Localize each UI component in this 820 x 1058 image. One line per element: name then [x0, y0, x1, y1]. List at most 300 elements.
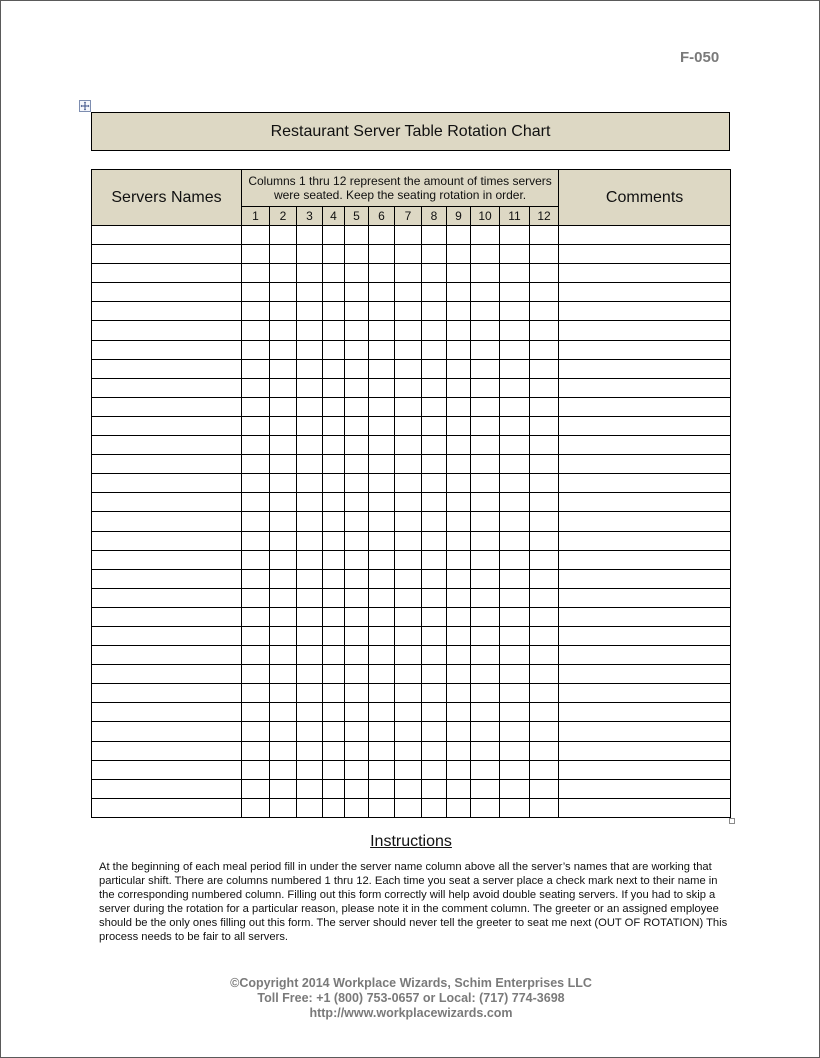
rotation-check-cell[interactable]: [422, 493, 447, 512]
rotation-check-cell[interactable]: [447, 703, 471, 722]
rotation-check-cell[interactable]: [369, 397, 395, 416]
rotation-check-cell[interactable]: [395, 703, 422, 722]
rotation-check-cell[interactable]: [447, 340, 471, 359]
rotation-check-cell[interactable]: [471, 684, 500, 703]
rotation-check-cell[interactable]: [500, 359, 530, 378]
rotation-check-cell[interactable]: [270, 436, 297, 455]
rotation-check-cell[interactable]: [422, 321, 447, 340]
rotation-check-cell[interactable]: [345, 321, 369, 340]
rotation-check-cell[interactable]: [297, 378, 323, 397]
rotation-check-cell[interactable]: [297, 626, 323, 645]
rotation-check-cell[interactable]: [471, 474, 500, 493]
rotation-check-cell[interactable]: [500, 340, 530, 359]
rotation-check-cell[interactable]: [395, 283, 422, 302]
rotation-check-cell[interactable]: [447, 512, 471, 531]
rotation-check-cell[interactable]: [297, 416, 323, 435]
rotation-check-cell[interactable]: [447, 283, 471, 302]
rotation-check-cell[interactable]: [297, 226, 323, 245]
rotation-check-cell[interactable]: [471, 741, 500, 760]
table-resize-handle[interactable]: [729, 818, 735, 824]
rotation-check-cell[interactable]: [530, 397, 559, 416]
rotation-check-cell[interactable]: [447, 722, 471, 741]
server-name-cell[interactable]: [92, 283, 242, 302]
rotation-check-cell[interactable]: [395, 741, 422, 760]
rotation-check-cell[interactable]: [471, 264, 500, 283]
rotation-check-cell[interactable]: [369, 474, 395, 493]
rotation-check-cell[interactable]: [447, 302, 471, 321]
rotation-check-cell[interactable]: [345, 512, 369, 531]
rotation-check-cell[interactable]: [369, 760, 395, 779]
rotation-check-cell[interactable]: [270, 741, 297, 760]
comment-cell[interactable]: [559, 474, 731, 493]
rotation-check-cell[interactable]: [369, 607, 395, 626]
rotation-check-cell[interactable]: [242, 531, 270, 550]
comment-cell[interactable]: [559, 550, 731, 569]
rotation-check-cell[interactable]: [395, 779, 422, 798]
rotation-check-cell[interactable]: [297, 340, 323, 359]
rotation-check-cell[interactable]: [530, 226, 559, 245]
rotation-check-cell[interactable]: [345, 455, 369, 474]
comment-cell[interactable]: [559, 684, 731, 703]
server-name-cell[interactable]: [92, 474, 242, 493]
rotation-check-cell[interactable]: [471, 703, 500, 722]
rotation-check-cell[interactable]: [369, 283, 395, 302]
rotation-check-cell[interactable]: [297, 531, 323, 550]
rotation-check-cell[interactable]: [323, 722, 345, 741]
rotation-check-cell[interactable]: [323, 321, 345, 340]
rotation-check-cell[interactable]: [471, 665, 500, 684]
rotation-check-cell[interactable]: [270, 302, 297, 321]
rotation-check-cell[interactable]: [471, 283, 500, 302]
rotation-check-cell[interactable]: [323, 378, 345, 397]
rotation-check-cell[interactable]: [422, 588, 447, 607]
rotation-check-cell[interactable]: [447, 665, 471, 684]
rotation-check-cell[interactable]: [270, 283, 297, 302]
rotation-check-cell[interactable]: [530, 703, 559, 722]
rotation-check-cell[interactable]: [323, 760, 345, 779]
rotation-check-cell[interactable]: [422, 760, 447, 779]
comment-cell[interactable]: [559, 321, 731, 340]
rotation-check-cell[interactable]: [323, 340, 345, 359]
rotation-check-cell[interactable]: [471, 397, 500, 416]
server-name-cell[interactable]: [92, 416, 242, 435]
rotation-check-cell[interactable]: [270, 512, 297, 531]
rotation-check-cell[interactable]: [297, 646, 323, 665]
rotation-check-cell[interactable]: [297, 779, 323, 798]
server-name-cell[interactable]: [92, 512, 242, 531]
server-name-cell[interactable]: [92, 798, 242, 817]
rotation-check-cell[interactable]: [270, 703, 297, 722]
rotation-check-cell[interactable]: [345, 779, 369, 798]
rotation-check-cell[interactable]: [323, 684, 345, 703]
server-name-cell[interactable]: [92, 588, 242, 607]
rotation-check-cell[interactable]: [422, 665, 447, 684]
rotation-check-cell[interactable]: [500, 321, 530, 340]
rotation-check-cell[interactable]: [242, 722, 270, 741]
rotation-check-cell[interactable]: [242, 760, 270, 779]
rotation-check-cell[interactable]: [530, 493, 559, 512]
rotation-check-cell[interactable]: [369, 684, 395, 703]
rotation-check-cell[interactable]: [345, 607, 369, 626]
rotation-check-cell[interactable]: [471, 798, 500, 817]
server-name-cell[interactable]: [92, 397, 242, 416]
rotation-check-cell[interactable]: [422, 779, 447, 798]
rotation-check-cell[interactable]: [530, 340, 559, 359]
rotation-check-cell[interactable]: [447, 550, 471, 569]
rotation-check-cell[interactable]: [447, 359, 471, 378]
rotation-check-cell[interactable]: [323, 245, 345, 264]
rotation-check-cell[interactable]: [471, 512, 500, 531]
rotation-check-cell[interactable]: [395, 474, 422, 493]
rotation-check-cell[interactable]: [422, 397, 447, 416]
rotation-check-cell[interactable]: [242, 626, 270, 645]
rotation-check-cell[interactable]: [323, 283, 345, 302]
rotation-check-cell[interactable]: [242, 512, 270, 531]
rotation-check-cell[interactable]: [530, 741, 559, 760]
rotation-check-cell[interactable]: [530, 722, 559, 741]
rotation-check-cell[interactable]: [395, 798, 422, 817]
rotation-check-cell[interactable]: [530, 264, 559, 283]
rotation-check-cell[interactable]: [447, 397, 471, 416]
rotation-check-cell[interactable]: [530, 321, 559, 340]
rotation-check-cell[interactable]: [395, 397, 422, 416]
rotation-check-cell[interactable]: [369, 588, 395, 607]
rotation-check-cell[interactable]: [500, 760, 530, 779]
rotation-check-cell[interactable]: [297, 493, 323, 512]
rotation-check-cell[interactable]: [530, 474, 559, 493]
rotation-check-cell[interactable]: [297, 283, 323, 302]
rotation-check-cell[interactable]: [530, 646, 559, 665]
rotation-check-cell[interactable]: [369, 416, 395, 435]
rotation-check-cell[interactable]: [422, 245, 447, 264]
rotation-check-cell[interactable]: [323, 741, 345, 760]
rotation-check-cell[interactable]: [297, 760, 323, 779]
rotation-check-cell[interactable]: [447, 321, 471, 340]
rotation-check-cell[interactable]: [500, 226, 530, 245]
rotation-check-cell[interactable]: [422, 340, 447, 359]
rotation-check-cell[interactable]: [471, 340, 500, 359]
rotation-check-cell[interactable]: [323, 264, 345, 283]
rotation-check-cell[interactable]: [422, 359, 447, 378]
rotation-check-cell[interactable]: [323, 569, 345, 588]
rotation-check-cell[interactable]: [395, 512, 422, 531]
rotation-check-cell[interactable]: [297, 588, 323, 607]
rotation-check-cell[interactable]: [447, 245, 471, 264]
rotation-check-cell[interactable]: [447, 779, 471, 798]
rotation-check-cell[interactable]: [242, 779, 270, 798]
rotation-check-cell[interactable]: [345, 397, 369, 416]
server-name-cell[interactable]: [92, 378, 242, 397]
rotation-check-cell[interactable]: [530, 531, 559, 550]
rotation-check-cell[interactable]: [395, 264, 422, 283]
rotation-check-cell[interactable]: [345, 436, 369, 455]
server-name-cell[interactable]: [92, 359, 242, 378]
rotation-check-cell[interactable]: [270, 646, 297, 665]
rotation-check-cell[interactable]: [447, 378, 471, 397]
rotation-check-cell[interactable]: [270, 264, 297, 283]
rotation-check-cell[interactable]: [323, 646, 345, 665]
rotation-check-cell[interactable]: [422, 378, 447, 397]
rotation-check-cell[interactable]: [323, 397, 345, 416]
rotation-check-cell[interactable]: [395, 493, 422, 512]
rotation-check-cell[interactable]: [297, 684, 323, 703]
rotation-check-cell[interactable]: [270, 493, 297, 512]
comment-cell[interactable]: [559, 798, 731, 817]
comment-cell[interactable]: [559, 226, 731, 245]
rotation-check-cell[interactable]: [447, 474, 471, 493]
rotation-check-cell[interactable]: [323, 550, 345, 569]
rotation-check-cell[interactable]: [270, 531, 297, 550]
rotation-check-cell[interactable]: [447, 569, 471, 588]
rotation-check-cell[interactable]: [530, 665, 559, 684]
rotation-check-cell[interactable]: [500, 436, 530, 455]
comment-cell[interactable]: [559, 512, 731, 531]
rotation-check-cell[interactable]: [447, 607, 471, 626]
rotation-check-cell[interactable]: [297, 436, 323, 455]
comment-cell[interactable]: [559, 607, 731, 626]
rotation-check-cell[interactable]: [345, 340, 369, 359]
server-name-cell[interactable]: [92, 626, 242, 645]
rotation-check-cell[interactable]: [500, 607, 530, 626]
rotation-check-cell[interactable]: [500, 703, 530, 722]
rotation-check-cell[interactable]: [395, 722, 422, 741]
rotation-check-cell[interactable]: [323, 226, 345, 245]
comment-cell[interactable]: [559, 302, 731, 321]
rotation-check-cell[interactable]: [242, 646, 270, 665]
rotation-check-cell[interactable]: [369, 741, 395, 760]
comment-cell[interactable]: [559, 569, 731, 588]
rotation-check-cell[interactable]: [345, 588, 369, 607]
rotation-check-cell[interactable]: [297, 722, 323, 741]
rotation-check-cell[interactable]: [422, 626, 447, 645]
rotation-check-cell[interactable]: [530, 512, 559, 531]
rotation-check-cell[interactable]: [345, 264, 369, 283]
server-name-cell[interactable]: [92, 569, 242, 588]
rotation-check-cell[interactable]: [345, 359, 369, 378]
rotation-check-cell[interactable]: [369, 779, 395, 798]
comment-cell[interactable]: [559, 722, 731, 741]
rotation-check-cell[interactable]: [471, 416, 500, 435]
rotation-check-cell[interactable]: [422, 436, 447, 455]
rotation-check-cell[interactable]: [270, 245, 297, 264]
rotation-check-cell[interactable]: [242, 302, 270, 321]
rotation-check-cell[interactable]: [369, 646, 395, 665]
server-name-cell[interactable]: [92, 226, 242, 245]
rotation-check-cell[interactable]: [270, 321, 297, 340]
rotation-check-cell[interactable]: [500, 550, 530, 569]
rotation-check-cell[interactable]: [471, 245, 500, 264]
server-name-cell[interactable]: [92, 321, 242, 340]
rotation-check-cell[interactable]: [395, 646, 422, 665]
rotation-check-cell[interactable]: [471, 302, 500, 321]
rotation-check-cell[interactable]: [471, 646, 500, 665]
rotation-check-cell[interactable]: [395, 226, 422, 245]
rotation-check-cell[interactable]: [447, 588, 471, 607]
rotation-check-cell[interactable]: [471, 455, 500, 474]
rotation-check-cell[interactable]: [422, 226, 447, 245]
rotation-check-cell[interactable]: [297, 798, 323, 817]
rotation-check-cell[interactable]: [530, 607, 559, 626]
rotation-check-cell[interactable]: [471, 550, 500, 569]
rotation-check-cell[interactable]: [270, 474, 297, 493]
rotation-check-cell[interactable]: [422, 741, 447, 760]
rotation-check-cell[interactable]: [242, 493, 270, 512]
rotation-check-cell[interactable]: [242, 798, 270, 817]
rotation-check-cell[interactable]: [242, 416, 270, 435]
rotation-check-cell[interactable]: [242, 321, 270, 340]
server-name-cell[interactable]: [92, 646, 242, 665]
rotation-check-cell[interactable]: [471, 321, 500, 340]
rotation-check-cell[interactable]: [323, 626, 345, 645]
rotation-check-cell[interactable]: [395, 245, 422, 264]
rotation-check-cell[interactable]: [270, 684, 297, 703]
rotation-check-cell[interactable]: [422, 703, 447, 722]
rotation-check-cell[interactable]: [242, 684, 270, 703]
rotation-check-cell[interactable]: [297, 550, 323, 569]
rotation-check-cell[interactable]: [345, 245, 369, 264]
rotation-check-cell[interactable]: [270, 722, 297, 741]
rotation-check-cell[interactable]: [500, 741, 530, 760]
rotation-check-cell[interactable]: [447, 455, 471, 474]
table-move-handle-icon[interactable]: [79, 100, 91, 112]
rotation-check-cell[interactable]: [345, 531, 369, 550]
rotation-check-cell[interactable]: [369, 798, 395, 817]
rotation-check-cell[interactable]: [270, 626, 297, 645]
rotation-check-cell[interactable]: [345, 760, 369, 779]
rotation-check-cell[interactable]: [270, 760, 297, 779]
rotation-check-cell[interactable]: [500, 512, 530, 531]
rotation-check-cell[interactable]: [323, 779, 345, 798]
rotation-check-cell[interactable]: [471, 722, 500, 741]
rotation-check-cell[interactable]: [447, 531, 471, 550]
rotation-check-cell[interactable]: [345, 569, 369, 588]
rotation-check-cell[interactable]: [395, 359, 422, 378]
rotation-check-cell[interactable]: [530, 245, 559, 264]
rotation-check-cell[interactable]: [422, 455, 447, 474]
rotation-check-cell[interactable]: [297, 455, 323, 474]
rotation-check-cell[interactable]: [297, 741, 323, 760]
rotation-check-cell[interactable]: [422, 722, 447, 741]
rotation-check-cell[interactable]: [345, 646, 369, 665]
rotation-check-cell[interactable]: [323, 798, 345, 817]
rotation-check-cell[interactable]: [395, 607, 422, 626]
rotation-check-cell[interactable]: [500, 779, 530, 798]
server-name-cell[interactable]: [92, 340, 242, 359]
rotation-check-cell[interactable]: [323, 588, 345, 607]
server-name-cell[interactable]: [92, 779, 242, 798]
rotation-check-cell[interactable]: [345, 703, 369, 722]
rotation-check-cell[interactable]: [500, 722, 530, 741]
rotation-check-cell[interactable]: [471, 626, 500, 645]
footer-url[interactable]: http://www.workplacewizards.com: [309, 1006, 513, 1020]
rotation-check-cell[interactable]: [471, 588, 500, 607]
rotation-check-cell[interactable]: [422, 264, 447, 283]
rotation-check-cell[interactable]: [500, 684, 530, 703]
rotation-check-cell[interactable]: [297, 264, 323, 283]
rotation-check-cell[interactable]: [270, 397, 297, 416]
rotation-check-cell[interactable]: [500, 455, 530, 474]
rotation-check-cell[interactable]: [500, 283, 530, 302]
rotation-check-cell[interactable]: [369, 550, 395, 569]
rotation-check-cell[interactable]: [242, 569, 270, 588]
rotation-check-cell[interactable]: [369, 512, 395, 531]
rotation-check-cell[interactable]: [369, 321, 395, 340]
comment-cell[interactable]: [559, 416, 731, 435]
comment-cell[interactable]: [559, 378, 731, 397]
rotation-check-cell[interactable]: [369, 703, 395, 722]
rotation-check-cell[interactable]: [369, 264, 395, 283]
rotation-check-cell[interactable]: [242, 226, 270, 245]
rotation-check-cell[interactable]: [395, 321, 422, 340]
rotation-check-cell[interactable]: [530, 550, 559, 569]
rotation-check-cell[interactable]: [242, 264, 270, 283]
rotation-check-cell[interactable]: [500, 302, 530, 321]
rotation-check-cell[interactable]: [395, 588, 422, 607]
rotation-check-cell[interactable]: [345, 416, 369, 435]
rotation-check-cell[interactable]: [345, 550, 369, 569]
rotation-check-cell[interactable]: [447, 798, 471, 817]
rotation-check-cell[interactable]: [242, 283, 270, 302]
server-name-cell[interactable]: [92, 455, 242, 474]
rotation-check-cell[interactable]: [369, 665, 395, 684]
rotation-check-cell[interactable]: [447, 264, 471, 283]
rotation-check-cell[interactable]: [242, 550, 270, 569]
rotation-check-cell[interactable]: [447, 626, 471, 645]
server-name-cell[interactable]: [92, 264, 242, 283]
rotation-check-cell[interactable]: [369, 722, 395, 741]
rotation-check-cell[interactable]: [323, 607, 345, 626]
rotation-check-cell[interactable]: [242, 378, 270, 397]
rotation-check-cell[interactable]: [323, 474, 345, 493]
rotation-check-cell[interactable]: [471, 436, 500, 455]
server-name-cell[interactable]: [92, 531, 242, 550]
rotation-check-cell[interactable]: [395, 455, 422, 474]
comment-cell[interactable]: [559, 245, 731, 264]
rotation-check-cell[interactable]: [471, 569, 500, 588]
rotation-check-cell[interactable]: [395, 665, 422, 684]
server-name-cell[interactable]: [92, 665, 242, 684]
rotation-check-cell[interactable]: [242, 665, 270, 684]
rotation-check-cell[interactable]: [369, 340, 395, 359]
rotation-check-cell[interactable]: [530, 626, 559, 645]
rotation-check-cell[interactable]: [471, 378, 500, 397]
rotation-check-cell[interactable]: [530, 359, 559, 378]
comment-cell[interactable]: [559, 397, 731, 416]
rotation-check-cell[interactable]: [422, 302, 447, 321]
rotation-check-cell[interactable]: [345, 493, 369, 512]
rotation-check-cell[interactable]: [323, 359, 345, 378]
rotation-check-cell[interactable]: [242, 340, 270, 359]
comment-cell[interactable]: [559, 436, 731, 455]
rotation-check-cell[interactable]: [345, 798, 369, 817]
rotation-check-cell[interactable]: [297, 321, 323, 340]
rotation-check-cell[interactable]: [395, 569, 422, 588]
rotation-check-cell[interactable]: [270, 779, 297, 798]
rotation-check-cell[interactable]: [471, 226, 500, 245]
rotation-check-cell[interactable]: [500, 474, 530, 493]
rotation-check-cell[interactable]: [530, 455, 559, 474]
server-name-cell[interactable]: [92, 493, 242, 512]
rotation-check-cell[interactable]: [297, 607, 323, 626]
rotation-check-cell[interactable]: [270, 569, 297, 588]
rotation-check-cell[interactable]: [242, 741, 270, 760]
comment-cell[interactable]: [559, 779, 731, 798]
rotation-check-cell[interactable]: [471, 760, 500, 779]
rotation-check-cell[interactable]: [422, 531, 447, 550]
rotation-check-cell[interactable]: [395, 760, 422, 779]
comment-cell[interactable]: [559, 741, 731, 760]
rotation-check-cell[interactable]: [395, 531, 422, 550]
